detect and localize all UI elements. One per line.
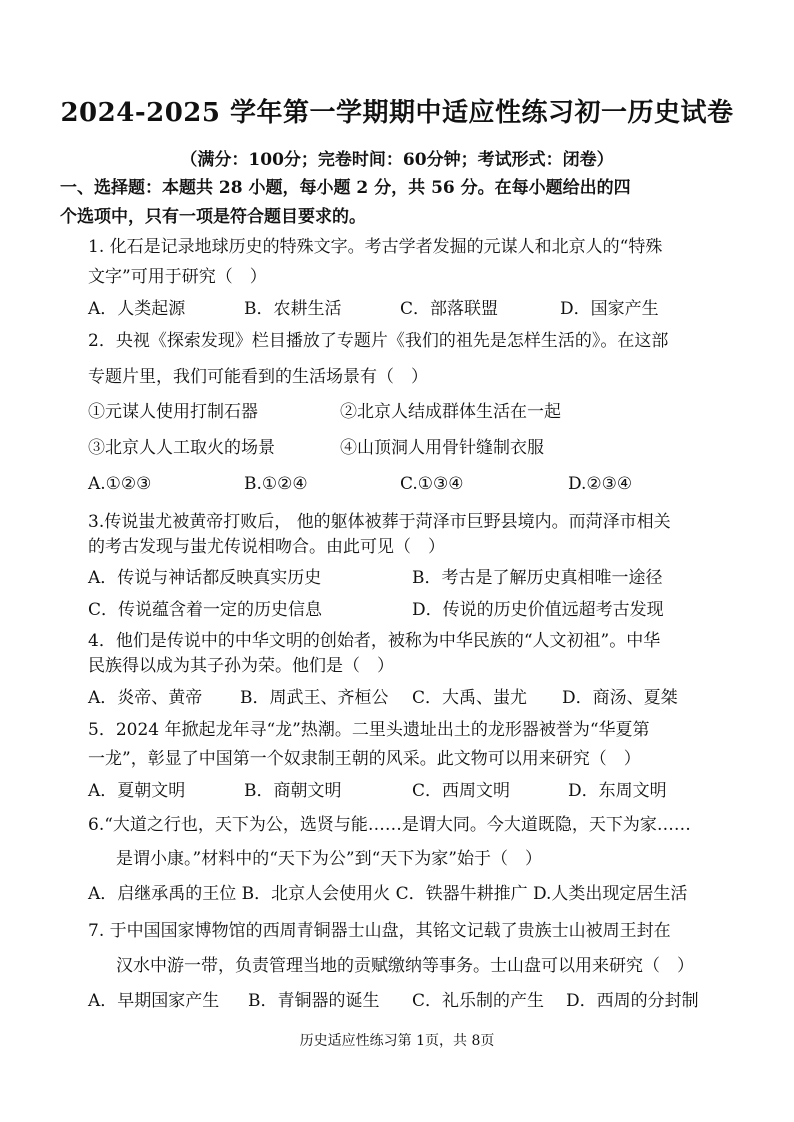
question-1-option-a: A．人类起源 [88, 299, 186, 319]
question-5-option-b: B．商朝文明 [244, 781, 342, 801]
question-1-line-2: 文字”可用于研究（ ） [88, 267, 267, 287]
question-4-option-b: B．周武王、齐桓公 [240, 688, 389, 708]
question-3-option-b: B．考古是了解历史真相唯一途径 [412, 568, 663, 588]
question-7-option-b: B．青铜器的诞生 [248, 991, 380, 1011]
question-7-line-2: 汉水中游一带，负责管理当地的贡赋缴纳等事务。士山盘可以用来研究（ ） [116, 956, 694, 976]
question-4-line-1: 4．他们是传说中的中华文明的创始者，被称为中华民族的“人文初祖”。中华 [88, 631, 661, 651]
question-4-option-d: D．商汤、夏桀 [562, 688, 678, 708]
question-6-line-1: 6.“大道之行也，天下为公，选贤与能……是谓大同。今大道既隐，天下为家…… [88, 815, 691, 835]
page-footer: 历史适应性练习第 1页，共 8页 [299, 1033, 495, 1049]
question-5-option-d: D．东周文明 [568, 781, 667, 801]
question-2-line-2: 专题片里，我们可能看到的生活场景有（ ） [88, 367, 428, 387]
question-1-option-c: C．部落联盟 [400, 299, 499, 319]
exam-info: （满分：100分；完卷时间：60分钟；考试形式：闭卷） [180, 150, 614, 170]
question-2-line-1: 2．央视《探索发现》栏目播放了专题片《我们的祖先是怎样生活的》。在这部 [88, 331, 669, 351]
question-1-option-b: B．农耕生活 [244, 299, 342, 319]
question-7-option-c: C．礼乐制的产生 [412, 991, 545, 1011]
question-5-option-a: A．夏朝文明 [88, 781, 186, 801]
question-3-option-c: C．传说蕴含着一定的历史信息 [88, 600, 323, 620]
question-2-item-4: ④山顶洞人用骨针缝制衣服 [340, 438, 544, 458]
question-2-option-d: D.②③④ [568, 474, 633, 494]
question-7-line-1: 7. 于中国国家博物馆的西周青铜器士山盘，其铭文记载了贵族士山被周王封在 [88, 921, 671, 941]
question-7-option-a: A．早期国家产生 [88, 991, 220, 1011]
question-5-line-2: 一龙”，彰显了中国第一个奴隶制王朝的风采。此文物可以用来研究（ ） [88, 749, 641, 769]
question-3-option-a: A．传说与神话都反映真实历史 [88, 568, 322, 588]
question-2-item-1: ①元谋人使用打制石器 [88, 402, 258, 422]
question-3-line-2: 的考古发现与蚩尤传说相吻合。由此可见（ ） [88, 537, 445, 557]
question-6-options: A．启继承禹的王位 B．北京人会使用火 C．铁器牛耕推广 D.人类出现定居生活 [88, 884, 688, 904]
question-4-option-a: A．炎帝、黄帝 [88, 688, 203, 708]
question-2-item-3: ③北京人人工取火的场景 [88, 438, 275, 458]
question-2-option-a: A.①②③ [88, 474, 152, 494]
question-2-item-2: ②北京人结成群体生活在一起 [340, 402, 561, 422]
question-1-option-d: D．国家产生 [560, 299, 659, 319]
section-heading-line-1: 一、选择题：本题共 28 小题，每小题 2 分，共 56 分。在每小题给出的四 [60, 178, 631, 198]
question-6-line-2: 是谓小康。”材料中的“天下为公”到“天下为家”始于（ ） [116, 849, 542, 869]
question-3-line-1: 3.传说蚩尤被黄帝打败后， 他的躯体被葬于菏泽市巨野县境内。而菏泽市相关 [88, 512, 671, 532]
question-1-line-1: 1. 化石是记录地球历史的特殊文字。考古学者发掘的元谋人和北京人的“特殊 [88, 237, 663, 257]
question-7-option-d: D．西周的分封制 [566, 991, 699, 1011]
question-4-line-2: 民族得以成为其子孙为荣。他们是（ ） [88, 656, 394, 676]
page-title: 2024-2025 学年第一学期期中适应性练习初一历史试卷 [60, 98, 734, 128]
question-2-option-c: C.①③④ [400, 474, 464, 494]
question-5-line-1: 5．2024 年掀起龙年寻“龙”热潮。二里头遗址出土的龙形器被誉为“华夏第 [88, 720, 650, 740]
question-5-option-c: C．西周文明 [412, 781, 511, 801]
question-2-option-b: B.①②④ [244, 474, 308, 494]
question-3-option-d: D．传说的历史价值远超考古发现 [412, 600, 664, 620]
section-heading-line-2: 个选项中，只有一项是符合题目要求的。 [60, 207, 366, 227]
question-4-option-c: C．大禹、蚩尤 [412, 688, 528, 708]
